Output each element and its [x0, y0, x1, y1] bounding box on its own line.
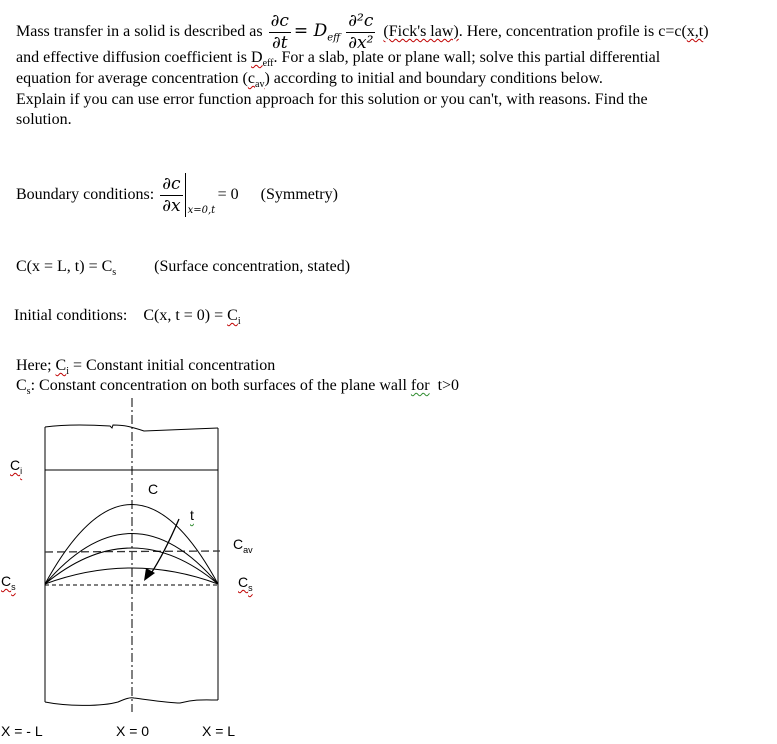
intro-line-1: [16, 12, 709, 52]
d2c-dx2-fraction: [346, 10, 375, 53]
boundary-rhs: = 0: [217, 186, 239, 203]
dc-dt-fraction: [269, 10, 291, 53]
initial-condition: [14, 307, 241, 327]
intro-text: . Here, concentration profile is c=c(: [458, 23, 687, 40]
intro-line-5: solution.: [16, 111, 72, 128]
label-c: C: [148, 481, 159, 497]
here-text: Here;: [16, 357, 56, 374]
fraction-numerator: ∂²c: [348, 10, 374, 31]
label-x-right: X = L: [202, 723, 236, 739]
bc2-lhs: C(x = L, t) = C: [16, 258, 113, 275]
initial-lhs: C(x, t = 0) =: [143, 307, 228, 324]
time-arrow: [150, 519, 179, 575]
cs-sub: s: [26, 386, 31, 398]
intro-line-3: [16, 70, 603, 90]
intro-text: . For a slab, plate or plane wall; solve this partial differential: [273, 49, 661, 66]
profile-curve-4: [45, 568, 218, 584]
definition-ci: [16, 357, 275, 377]
intro-text: ) according to initial and boundary conditions below.: [264, 70, 603, 87]
dc-dx-fraction: [160, 173, 182, 216]
intro-line-2: [16, 49, 660, 69]
profile-curve-3: [45, 548, 218, 584]
surface-note: (Surface concentration, stated): [154, 258, 351, 275]
deff-symbol: $D_{eff}$: [251, 49, 274, 70]
fraction-denominator: ∂x: [162, 195, 181, 216]
initial-label: Initial conditions:: [14, 307, 128, 324]
arrow-head: [144, 568, 155, 581]
label-x-left: X = - L: [1, 723, 43, 739]
paren: ): [703, 23, 709, 40]
ficks-law-text: (Fick's law): [383, 23, 459, 40]
label-cav: $C_{av}$: [233, 536, 253, 555]
intro-text: Mass transfer in a solid is described as: [16, 23, 263, 40]
for-text: for: [410, 377, 430, 394]
boundary-condition-1: [16, 172, 338, 218]
label-t: t: [190, 507, 194, 523]
profile-curve-2: [45, 534, 218, 585]
cav-line: [45, 551, 220, 552]
cav-symbol: $c_{av}$: [247, 70, 265, 91]
evaluation-bar: [185, 173, 216, 217]
label-cs-right: $C_s$: [238, 574, 253, 593]
fraction-denominator: ∂x²: [348, 32, 374, 53]
boundary-label: Boundary conditions:: [16, 186, 155, 203]
cs-definition: : Constant concentration on both surfaces of the plane wall: [30, 377, 411, 394]
xt-text: x,t: [686, 23, 704, 40]
ci-definition: = Constant initial concentration: [68, 357, 276, 374]
cs-symbol: C: [16, 377, 27, 394]
definition-cs: [16, 377, 459, 397]
symmetry-note: (Symmetry): [260, 186, 338, 203]
intro-line-4: Explain if you can use error function approach for this solution or you can't, with reasons. Find the: [16, 91, 648, 108]
label-x-center: X = 0: [116, 723, 150, 739]
ci-symbol: $C_i$: [55, 357, 69, 378]
label-cs-left: $C_s$: [1, 573, 16, 592]
equals-deff: = $D_{eff}$: [293, 20, 341, 44]
evaluation-subscript: x=0,t: [187, 205, 216, 216]
wall-top-edge: [45, 425, 218, 431]
intro-text: equation for average concentration (: [16, 70, 248, 87]
boundary-condition-2: [16, 258, 350, 278]
fraction-numerator: ∂c: [162, 173, 181, 194]
fraction-numerator: ∂c: [270, 10, 289, 31]
bc2-sub: s: [112, 267, 117, 279]
fraction-denominator: ∂t: [271, 32, 288, 53]
label-ci: $C_i$: [10, 457, 23, 476]
wall-bottom-edge: [45, 698, 218, 706]
ci-symbol: $C_i$: [227, 307, 241, 328]
intro-text: and effective diffusion coefficient is: [16, 49, 252, 66]
cs-tail: t>0: [429, 377, 460, 394]
